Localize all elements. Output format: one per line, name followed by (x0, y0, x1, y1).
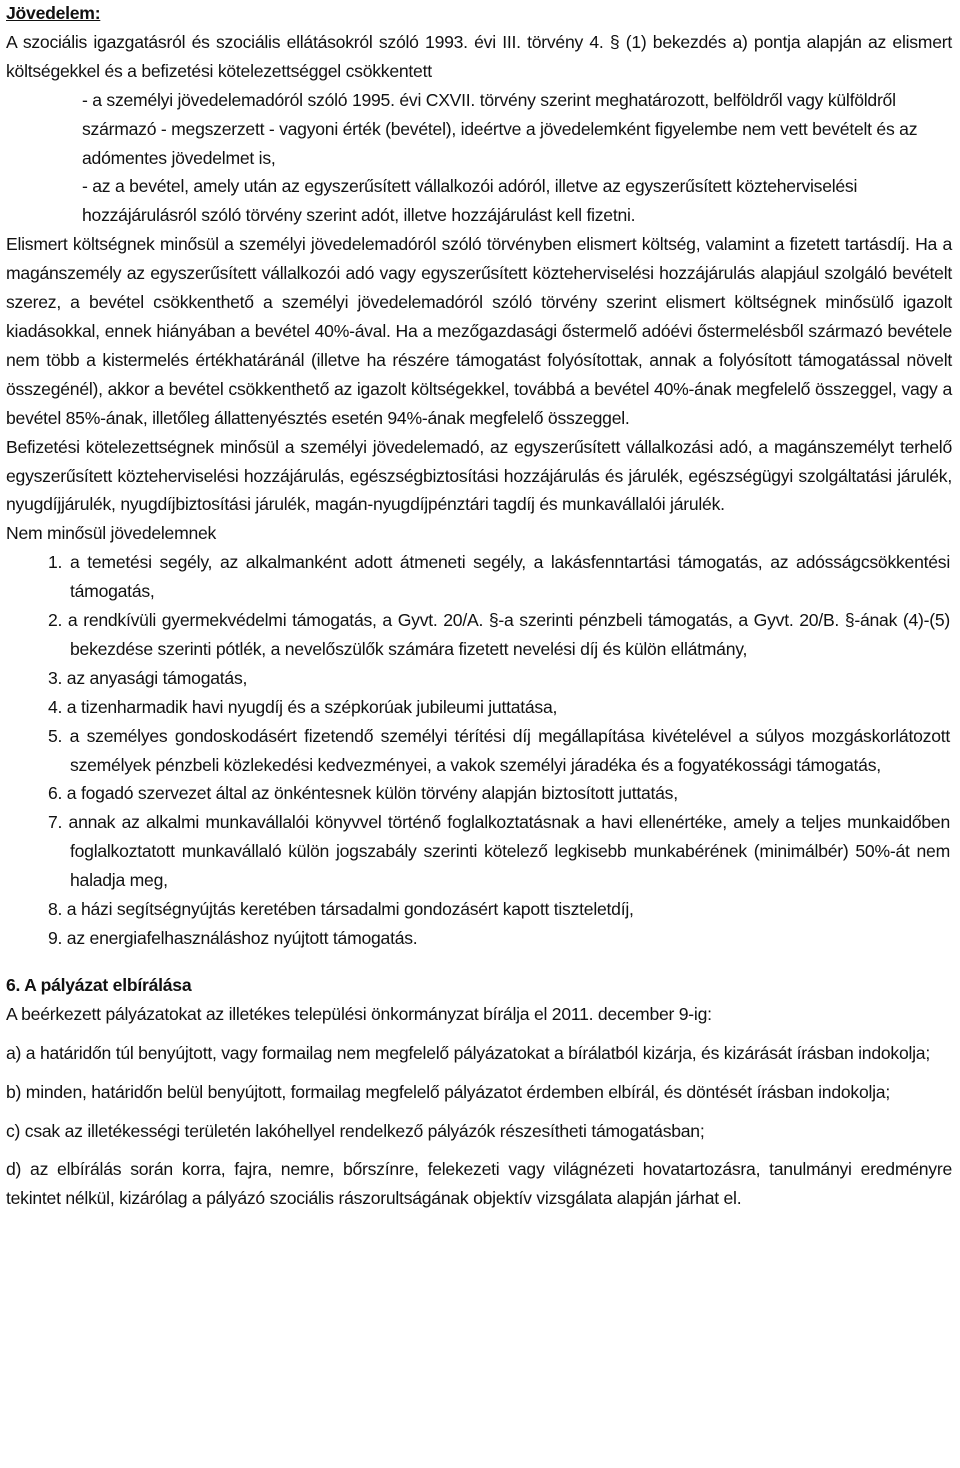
jovedelem-dash-item-2: - az a bevétel, amely után az egyszerűsített vállalkozói adóról, illetve az egyszerűsített közteherviselési hozzájárulásról szóló törvény szerint adót, illetve hozzájárulást kell fizetni. (82, 176, 858, 226)
list-item: 9. az energiafelhasználáshoz nyújtott támogatás. (48, 928, 418, 948)
list-item: 3. az anyasági támogatás, (48, 667, 248, 688)
section-6-point-b: b) minden, határidőn belül benyújtott, formailag megfelelő pályázatot érdemben elbírál, és döntését írásban indokolja; (6, 1081, 890, 1102)
list-item: 6. a fogadó szervezet által az önkéntesnek külön törvény alapján biztosított juttatás, (48, 783, 678, 804)
list-item: 4. a tizenharmadik havi nyugdíj és a szépkorúak jubileumi juttatása, (48, 696, 558, 717)
list-item: 7. annak az alkalmi munkavállalói könyvvel történő foglalkoztatásnak a havi ellenértéke, amely a teljes munkaidőben foglalkoztatott munkavállaló külön jogszabály szerinti kötelező legkisebb munkabérének (minimálbér) 50%-át nem haladja meg, (48, 812, 950, 891)
section-6-title: 6. A pályázat elbírálása (6, 974, 192, 995)
list-item: 2. a rendkívüli gyermekvédelmi támogatás, a Gyvt. 20/A. §-a szerinti pénzbeli támogatás, a Gyvt. 20/B. §-ának (4)-(5) bekezdése szerinti pótlék, a nevelőszülők számára fizetett nevelési díj és külön ellátmány, (48, 610, 950, 659)
section-6-point-d: d) az elbírálás során korra, fajra, nemre, bőrszínre, felekezeti vagy világnézeti hovatartozásra, tanulmányi eredményre tekintet nélkül, kizárólag a pályázó szociális rászorultságának objektív vizsgálata alapján járhat el. (6, 1159, 952, 1209)
list-item: 8. a házi segítségnyújtás keretében társadalmi gondozásért kapott tiszteletdíj, (48, 899, 634, 920)
elismert-koltseg-paragraph: Elismert költségnek minősül a személyi jövedelemadóról szóló törvényben elismert költség, valamint a fizetett tartásdíj. Ha a magánszemély az egyszerűsített vállalkozói adó vagy egyszerűsített közteherviselési hozzájárulás alapjául szolgáló bevételt szerez, a bevétel csökkenthető a személyi jövedelemadóról szóló törvény szerint elismert költségnek minősülő igazolt kiadásokkal, ennek hiányában a bevétel 40%-ával. Ha a mezőgazdasági őstermelő adóévi őstermelésből származó bevétele nem több a kistermelés értékhatáránál (illetve ha részére támogatást folyósítottak, annak a folyósított támogatással növelt összegénél), akkor a bevétel csökkenthető az igazolt költségekkel, továbbá a bevétel 40%-ának megfelelő összeggel, vagy a bevétel 85%-ának, illetőleg állattenyésztés esetén 94%-ának megfelelő összeggel. (6, 234, 952, 428)
list-item: 5. a személyes gondoskodásért fizetendő személyi térítési díj megállapítása kivételével a súlyos mozgáskorlátozott személyek pénzbeli közlekedési kedvezményei, a vakok személyi járadéka és a fogyatékossági támogatás, (48, 725, 950, 775)
section-6-intro: A beérkezett pályázatokat az illetékes települési önkormányzat bírálja el 2011. december 9-ig: (6, 1003, 712, 1024)
list-item: 1. a temetési segély, az alkalmanként adott átmeneti segély, a lakásfenntartási támogatás, az adósságcsökkentési támogatás, (48, 552, 950, 602)
nem-minosul-label: Nem minősül jövedelemnek (6, 523, 217, 544)
jovedelem-heading: Jövedelem: (6, 3, 101, 23)
befizetesi-kotelezettseg-paragraph: Befizetési kötelezettségnek minősül a személyi jövedelemadó, az egyszerűsített vállalkozási adó, a magánszemélyt terhelő egyszerűsített közteherviselési hozzájárulás, egészségbiztosítási hozzájárulás és járulék, egészségügyi szolgáltatási járulék, nyugdíjjárulék, nyugdíjbiztosítási járulék, magán-nyugdíjpénztári tagdíj és munkavállalói járulék. (6, 436, 952, 515)
section-6-point-c: c) csak az illetékességi területén lakóhellyel rendelkező pályázók részesítheti támogatásban; (6, 1120, 705, 1141)
section-6-point-a: a) a határidőn túl benyújtott, vagy formailag nem megfelelő pályázatokat a bírálatból kizárja, és kizárását írásban indokolja; (6, 1042, 930, 1063)
jovedelem-intro: A szociális igazgatásról és szociális ellátásokról szóló 1993. évi III. törvény 4. § (1) bekezdés a) pontja alapján az elismert költségekkel és a befizetési kötelezettséggel csökkentett (6, 31, 952, 81)
exclusion-list (0, 548, 960, 953)
jovedelem-dash-item-1: - a személyi jövedelemadóról szóló 1995. évi CXVII. törvény szerint meghatározott, belföldről vagy külföldről származó - megszerzett - vagyoni érték (bevétel), ideértve a jövedelemként figyelembe nem vett bevételt és az adómentes jövedelmet is, (82, 89, 918, 168)
